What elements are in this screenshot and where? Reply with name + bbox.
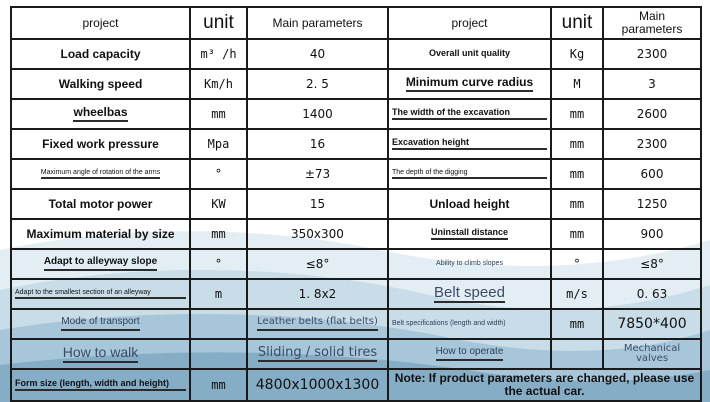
param-unit: mm (190, 369, 247, 401)
param-label (11, 159, 190, 189)
header-unit-right: unit (551, 7, 603, 39)
header-params: Main parameters (247, 7, 388, 39)
table-row (11, 309, 701, 339)
param-label-text: Belt speed (434, 285, 505, 304)
param-value: 7850*400 (603, 309, 701, 339)
param-unit: M (551, 69, 603, 99)
param-unit: m³ /h (190, 39, 247, 69)
param-label (11, 369, 190, 401)
note-text: Note: If product parameters are changed, please use the actual car. (388, 369, 701, 401)
table-row (11, 99, 701, 129)
spec-table (10, 6, 702, 402)
param-label (388, 69, 551, 99)
param-value-text: Leather belts (flat belts) (257, 317, 378, 331)
param-label (388, 309, 551, 339)
param-label: Unload height (388, 189, 551, 219)
param-label-text: The width of the excavation (392, 108, 547, 120)
param-value: 350x300 (247, 219, 388, 249)
table-row (11, 129, 701, 159)
param-value: 4800x1000x1300 (247, 369, 388, 401)
param-unit: ° (551, 249, 603, 279)
param-label (388, 219, 551, 249)
param-label: Fixed work pressure (11, 129, 190, 159)
param-label (11, 99, 190, 129)
param-value: 15 (247, 189, 388, 219)
param-unit: m/s (551, 279, 603, 309)
param-unit: ° (190, 159, 247, 189)
param-value: ≤8° (247, 249, 388, 279)
param-label-text: How to walk (63, 345, 138, 363)
table-row (11, 369, 701, 401)
param-label (11, 279, 190, 309)
param-unit: mm (551, 189, 603, 219)
param-label (388, 279, 551, 309)
param-unit: mm (551, 99, 603, 129)
table-header-row (11, 7, 701, 39)
param-label: Overall unit quality (388, 39, 551, 69)
param-value: 2300 (603, 39, 701, 69)
param-value: 900 (603, 219, 701, 249)
param-value: 2600 (603, 99, 701, 129)
param-unit: Km/h (190, 69, 247, 99)
param-unit-empty (190, 339, 247, 369)
param-label: Maximum material by size (11, 219, 190, 249)
param-value (247, 309, 388, 339)
param-label-text: Form size (length, width and height) (15, 379, 186, 391)
param-label (11, 249, 190, 279)
param-label (388, 339, 551, 369)
header-unit: unit (190, 7, 247, 39)
param-value: ≤8° (603, 249, 701, 279)
param-label: Ability to climb slopes (388, 249, 551, 279)
param-label (388, 99, 551, 129)
param-value-text: Sliding / solid tires (258, 346, 377, 363)
param-unit: KW (190, 189, 247, 219)
param-label (388, 129, 551, 159)
param-value: 0. 63 (603, 279, 701, 309)
table-row (11, 189, 701, 219)
param-value: 1250 (603, 189, 701, 219)
header-params-right: Main parameters (603, 7, 701, 39)
param-unit: Mpa (190, 129, 247, 159)
table-row (11, 69, 701, 99)
param-label (388, 159, 551, 189)
param-unit: Kg (551, 39, 603, 69)
param-unit: mm (551, 309, 603, 339)
param-label: Load capacity (11, 39, 190, 69)
header-project-right: project (388, 7, 551, 39)
header-project: project (11, 7, 190, 39)
param-label-text: Excavation height (392, 138, 547, 150)
table-row (11, 39, 701, 69)
table-row (11, 249, 701, 279)
param-unit: mm (551, 159, 603, 189)
table-row (11, 339, 701, 369)
param-value: 600 (603, 159, 701, 189)
param-unit: ° (190, 249, 247, 279)
param-value: 3 (603, 69, 701, 99)
param-unit-empty (551, 339, 603, 369)
param-unit: m (190, 279, 247, 309)
param-unit-empty (190, 309, 247, 339)
param-value: 1400 (247, 99, 388, 129)
param-label-text: Minimum curve radius (406, 76, 533, 92)
param-value: 40 (247, 39, 388, 69)
param-value: 2300 (603, 129, 701, 159)
param-label-text: Belt specifications (length and width) (392, 320, 506, 328)
param-unit: mm (551, 219, 603, 249)
param-label-text: wheelbas (73, 106, 127, 122)
param-value: ±73 (247, 159, 388, 189)
param-label-text: Maximum angle of rotation of the arms (41, 169, 160, 179)
param-value: 16 (247, 129, 388, 159)
param-unit: mm (190, 219, 247, 249)
param-label: Walking speed (11, 69, 190, 99)
table-row (11, 279, 701, 309)
param-label-text: The depth of the digging (392, 169, 547, 179)
param-label: Total motor power (11, 189, 190, 219)
param-label-text: Uninstall distance (431, 228, 508, 240)
param-unit: mm (551, 129, 603, 159)
param-unit: mm (190, 99, 247, 129)
param-value: Mechanical valves (603, 339, 701, 369)
param-label-text: How to operate (436, 347, 504, 361)
param-label-text: Adapt to alleyway slope (44, 257, 157, 271)
param-label-text: Mode of transport (61, 317, 139, 331)
param-label (11, 309, 190, 339)
table-row (11, 219, 701, 249)
param-value (247, 339, 388, 369)
param-value: 2. 5 (247, 69, 388, 99)
param-label (11, 339, 190, 369)
param-label-text: Adapt to the smallest section of an alleyway (15, 289, 186, 299)
param-value: 1. 8x2 (247, 279, 388, 309)
table-row (11, 159, 701, 189)
